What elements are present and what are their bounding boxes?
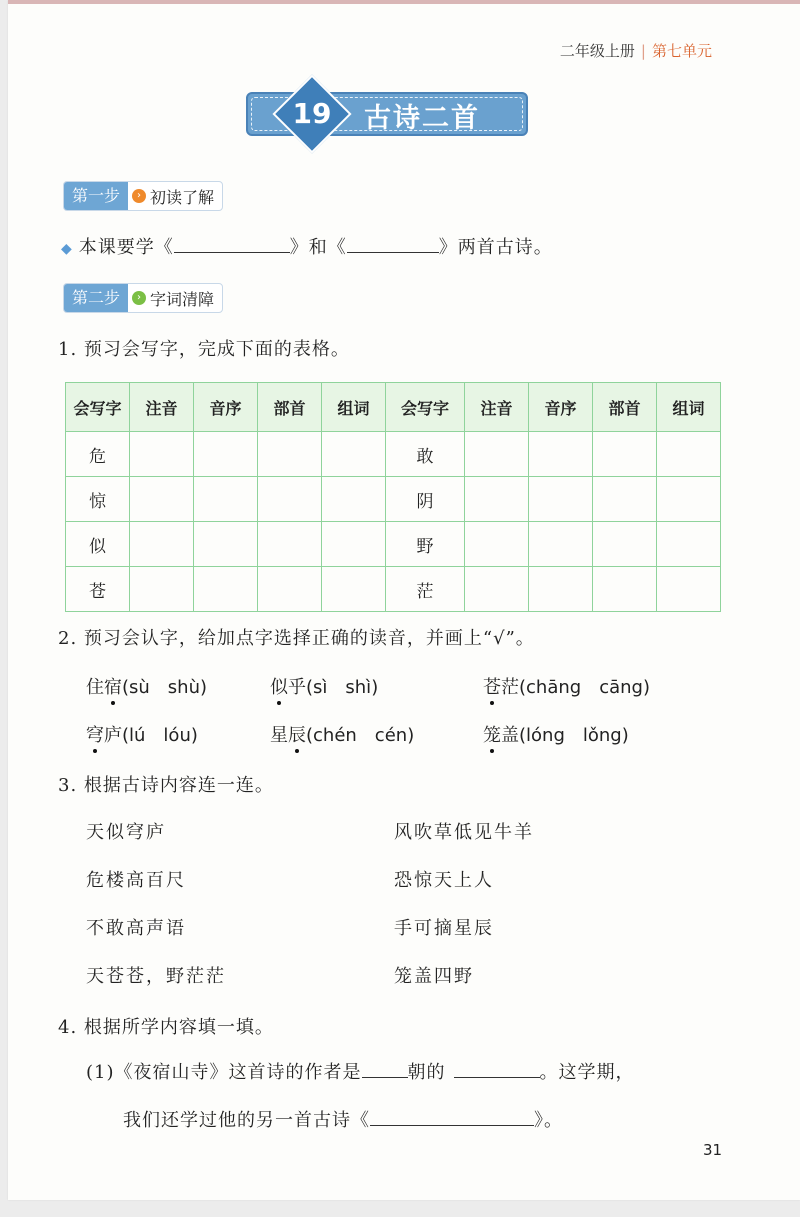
pinyin-options: (lóng lǒng) [519,725,629,746]
step-1-number: 第一步 [64,182,128,210]
char-cell: 阴 [386,477,465,522]
q4-title: 4. 根据所学内容填一填。 [58,1017,274,1038]
running-header [560,40,712,61]
pinyin-item[interactable]: 穹庐(lú lóu) [86,725,198,746]
answer-cell[interactable] [194,432,258,477]
top-strip [8,0,800,4]
step-2-number: 第二步 [64,284,128,312]
author-blank[interactable] [454,1061,540,1078]
pinyin-item[interactable]: 星辰(chén cén) [270,725,415,746]
answer-cell[interactable] [258,477,322,522]
diamond-bullet-icon: ◆ [61,241,73,257]
answer-cell[interactable] [194,567,258,612]
answer-cell[interactable] [322,567,386,612]
char-cell: 似 [66,522,130,567]
dotted-char: 似 [270,677,288,698]
pinyin-item[interactable]: 苍茫(chāng cāng) [483,677,650,698]
pinyin-options: (sù shù) [122,677,208,698]
grade-label: 二年级上册 [559,42,635,60]
step-2-header [63,283,223,313]
dotted-char: 辰 [288,725,306,746]
table-row [66,477,721,522]
answer-cell[interactable] [194,477,258,522]
answer-cell[interactable] [258,567,322,612]
q1-title: 1. 预习会写字，完成下面的表格。 [58,339,350,360]
char-cell: 茫 [386,567,465,612]
match-right-item[interactable]: 风吹草低见牛羊 [394,822,534,843]
col-header: 会写字 [66,383,130,432]
answer-cell[interactable] [130,432,194,477]
pinyin-options: (chén cén) [306,725,415,746]
dynasty-blank[interactable] [362,1061,408,1078]
answer-cell[interactable] [465,522,529,567]
answer-cell[interactable] [657,567,721,612]
lesson-banner [246,86,528,142]
pinyin-item[interactable]: 住宿(sù shù) [86,677,208,698]
col-header: 音序 [194,383,258,432]
match-left-item[interactable]: 天似穹庐 [86,822,166,843]
table-row [66,567,721,612]
answer-cell[interactable] [529,432,593,477]
chevron-right-icon: › [132,189,146,203]
lesson-title: 古诗二首 [364,103,480,134]
step-1-title: 初读了解 [150,187,215,207]
match-right-item[interactable]: 笼盖四野 [394,966,474,987]
header-divider: | [640,42,646,60]
col-header: 组词 [657,383,721,432]
dotted-char: 穹 [86,725,104,746]
table-header-row [66,383,721,432]
character-table [65,382,721,612]
answer-cell[interactable] [322,432,386,477]
answer-cell[interactable] [130,522,194,567]
col-header: 会写字 [386,383,465,432]
match-left-item[interactable]: 不敢高声语 [86,918,186,939]
char-cell: 苍 [66,567,130,612]
match-right-item[interactable]: 恐惊天上人 [394,870,494,891]
unit-label: 第七单元 [651,42,712,60]
answer-cell[interactable] [130,567,194,612]
q3-title: 3. 根据古诗内容连一连。 [58,775,274,796]
pinyin-options: (lú lóu) [122,725,198,746]
workbook-page [8,0,800,1200]
pinyin-item[interactable]: 似乎(sì shì) [270,677,379,698]
col-header: 音序 [529,383,593,432]
match-left-item[interactable]: 危楼高百尺 [86,870,186,891]
dotted-char: 苍 [483,677,501,698]
answer-cell[interactable] [529,477,593,522]
pinyin-item[interactable]: 笼盖(lóng lǒng) [483,725,629,746]
match-left-item[interactable]: 天苍苍，野茫茫 [86,966,226,987]
answer-cell[interactable] [657,477,721,522]
answer-cell[interactable] [657,522,721,567]
char-cell: 野 [386,522,465,567]
answer-cell[interactable] [465,477,529,522]
poem-2-blank[interactable] [347,236,439,253]
match-right-item[interactable]: 手可摘星辰 [394,918,494,939]
answer-cell[interactable] [593,567,657,612]
table-row [66,432,721,477]
col-header: 注音 [130,383,194,432]
col-header: 部首 [593,383,657,432]
answer-cell[interactable] [529,522,593,567]
lesson-number: 19 [292,97,332,130]
table-row [66,522,721,567]
poem-1-blank[interactable] [174,236,290,253]
dotted-char: 宿 [104,677,122,698]
pinyin-options: (chāng cāng) [519,677,650,698]
answer-cell[interactable] [593,477,657,522]
poem-title-blank[interactable] [370,1109,534,1126]
col-header: 部首 [258,383,322,432]
page-number: 31 [703,1141,723,1159]
step-1-header [63,181,223,211]
answer-cell[interactable] [465,432,529,477]
answer-cell[interactable] [258,432,322,477]
answer-cell[interactable] [322,477,386,522]
q2-title: 2. 预习会认字，给加点字选择正确的读音，并画上“√”。 [58,628,535,649]
answer-cell[interactable] [258,522,322,567]
char-cell: 惊 [66,477,130,522]
answer-cell[interactable] [130,477,194,522]
intro-question: ◆ 本课要学《 》和《 》两首古诗。 [61,237,553,258]
answer-cell[interactable] [322,522,386,567]
chevron-right-icon: › [132,291,146,305]
col-header: 组词 [322,383,386,432]
q4-line-1: (1)《夜宿山寺》这首诗的作者是 朝的 。这学期， [86,1062,635,1083]
char-cell: 敢 [386,432,465,477]
answer-cell[interactable] [593,522,657,567]
answer-cell[interactable] [657,432,721,477]
answer-cell[interactable] [194,522,258,567]
q4-line-2: 我们还学过他的另一首古诗《 》。 [123,1110,563,1131]
answer-cell[interactable] [593,432,657,477]
char-cell: 危 [66,432,130,477]
answer-cell[interactable] [529,567,593,612]
dotted-char: 笼 [483,725,501,746]
col-header: 注音 [465,383,529,432]
pinyin-options: (sì shì) [306,677,379,698]
answer-cell[interactable] [465,567,529,612]
step-2-title: 字词清障 [150,289,215,309]
